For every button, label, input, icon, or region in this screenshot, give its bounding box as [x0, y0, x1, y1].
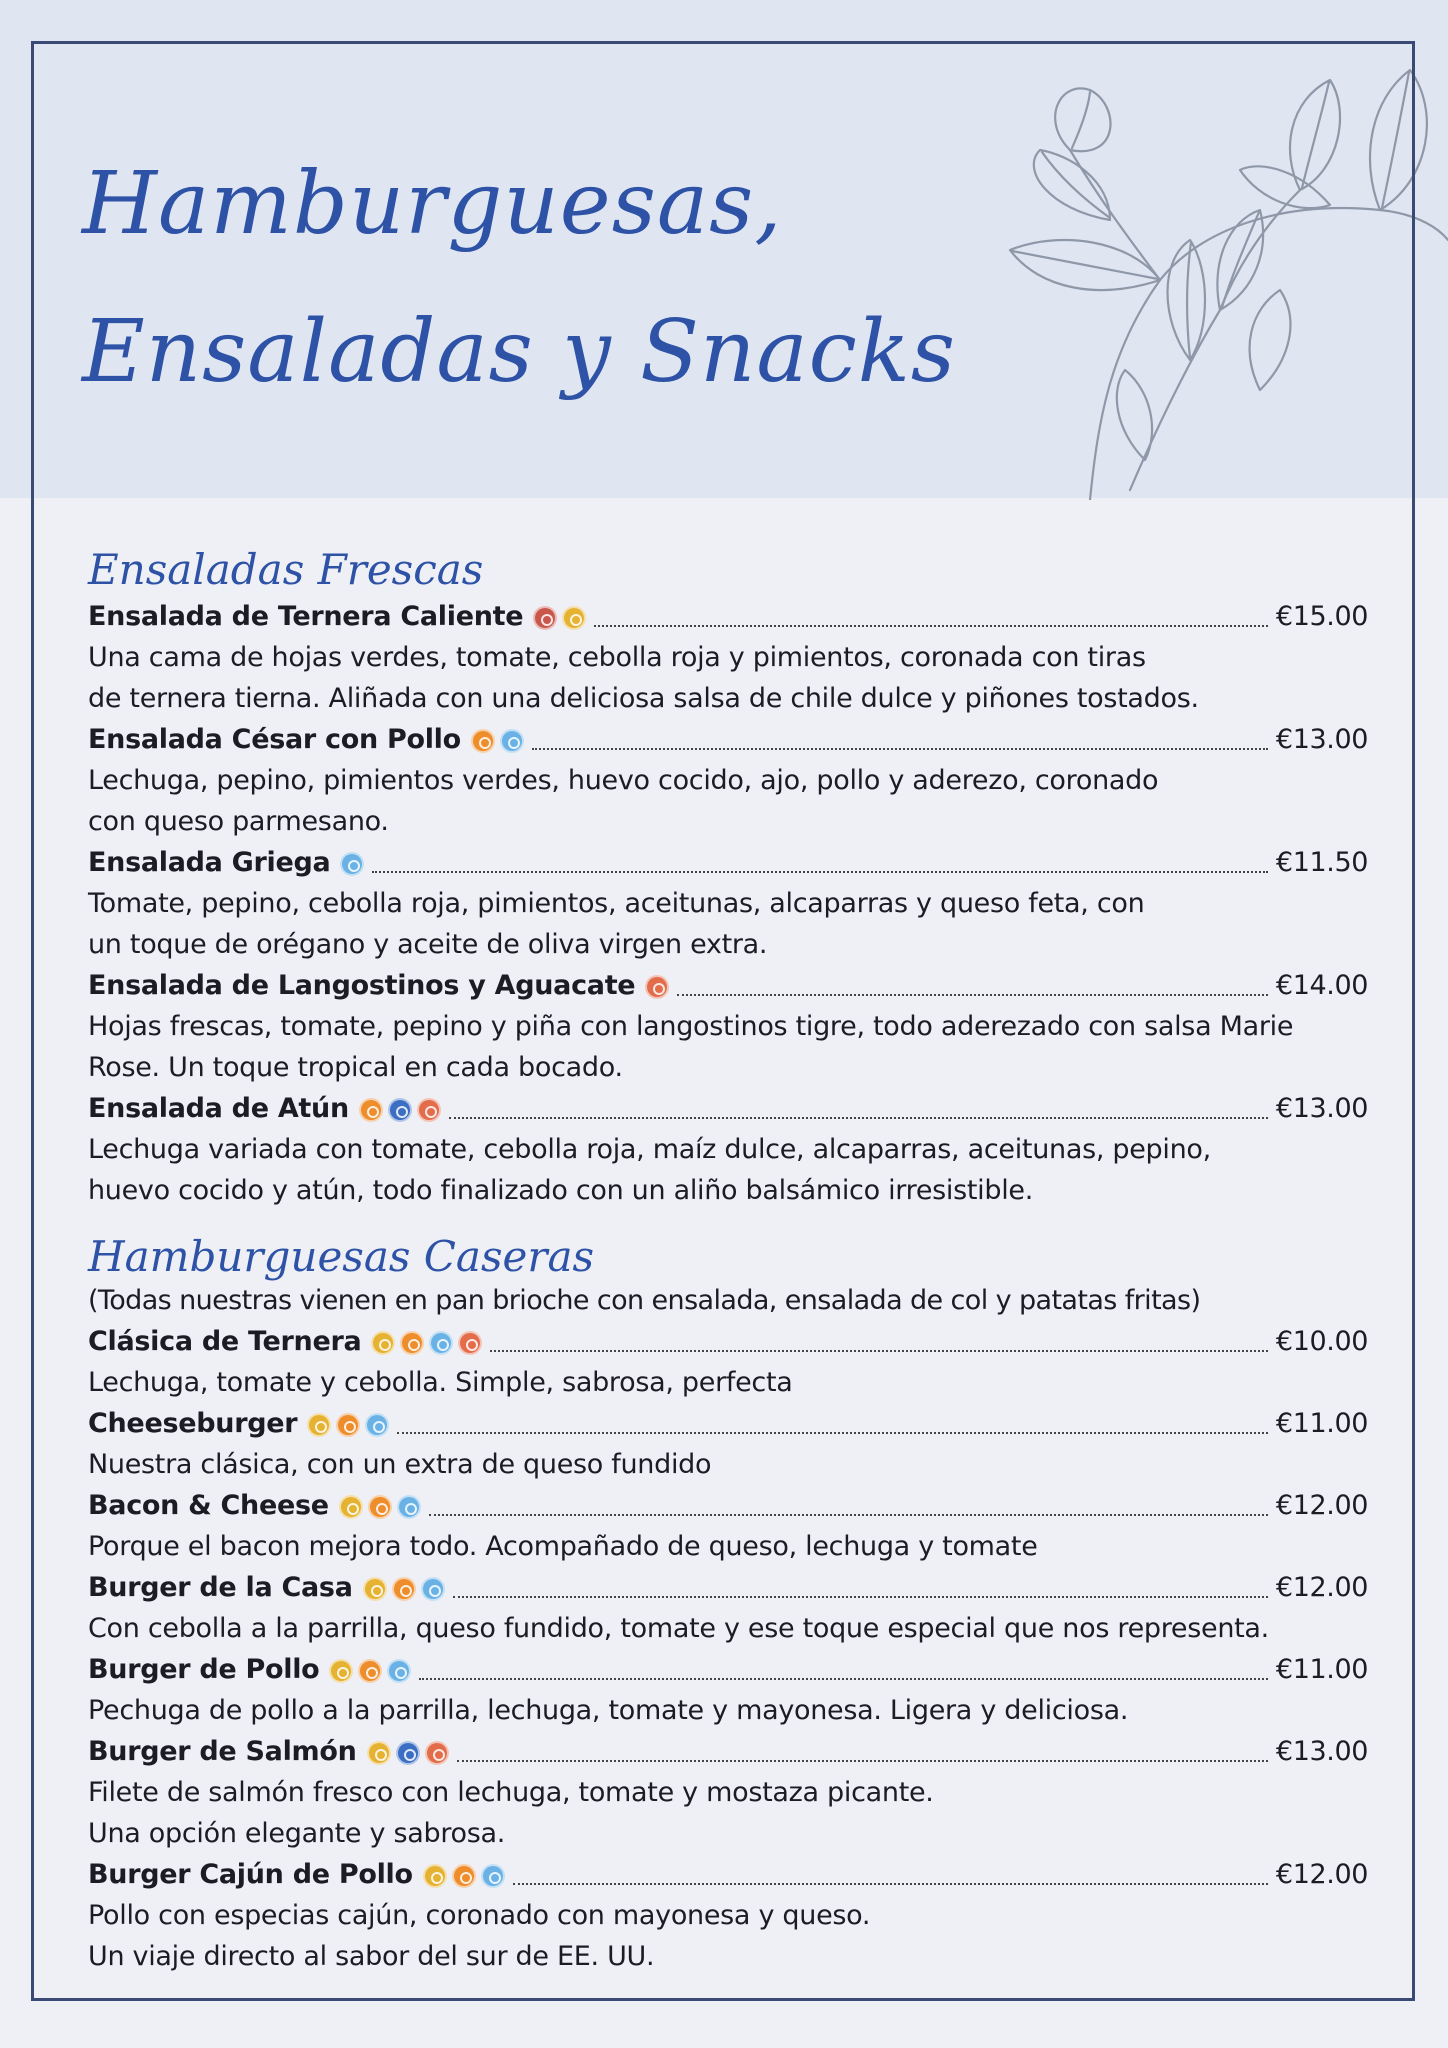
allergen-icon: [368, 1495, 392, 1519]
allergen-icons: [645, 975, 669, 999]
allergen-icons: [363, 1577, 445, 1601]
allergen-icon: [562, 606, 586, 630]
menu-content: [88, 544, 1368, 1977]
allergen-icon: [421, 1577, 445, 1601]
menu-item-row: [88, 965, 1368, 1006]
dot-leader: [490, 1349, 1268, 1352]
menu-item-name: Ensalada de Langostinos y Aguacate: [88, 970, 636, 1001]
page-title: [82, 130, 956, 426]
menu-item-name: Bacon & Cheese: [88, 1490, 329, 1521]
menu-item-price: €11.00: [1275, 1654, 1368, 1685]
menu-item-price: €11.00: [1275, 1408, 1368, 1439]
allergen-icon: [481, 1864, 505, 1888]
menu-item-price: €12.00: [1275, 1572, 1368, 1603]
dot-leader: [513, 1882, 1268, 1885]
menu-item-row: [88, 1854, 1368, 1895]
allergen-icon: [423, 1864, 447, 1888]
allergen-icons: [423, 1864, 505, 1888]
allergen-icon: [358, 1659, 382, 1683]
description-line: Pechuga de pollo a la parrilla, lechuga, tomate y mayonesa. Ligera y deliciosa.: [88, 1695, 1129, 1726]
menu-item-description: [88, 1608, 1368, 1649]
description-line: Filete de salmón fresco con lechuga, tomate y mostaza picante.: [88, 1777, 934, 1808]
menu-item-price: €13.00: [1275, 1093, 1368, 1124]
menu-item-price: €13.00: [1275, 724, 1368, 755]
description-line: Lechuga variada con tomate, cebolla roja, maíz dulce, alcaparras, aceitunas, pepino,: [88, 1134, 1211, 1165]
page-title-line-1: Hamburguesas,: [82, 154, 783, 254]
menu-item-name: Burger de Pollo: [88, 1654, 320, 1685]
description-line: Tomate, pepino, cebolla roja, pimientos, aceitunas, alcaparras y queso feta, con: [88, 888, 1145, 919]
allergen-icon: [329, 1659, 353, 1683]
menu-item-price: €10.00: [1275, 1326, 1368, 1357]
description-line: Una opción elegante y sabrosa.: [88, 1818, 506, 1849]
allergen-icons: [471, 729, 524, 753]
description-line: huevo cocido y atún, todo finalizado con un aliño balsámico irresistible.: [88, 1175, 1033, 1206]
description-line: Hojas frescas, tomate, pepino y piña con langostinos tigre, todo aderezado con salsa Marie: [88, 1011, 1294, 1042]
allergen-icon: [392, 1577, 416, 1601]
dot-leader: [532, 747, 1268, 750]
menu-item-price: €15.00: [1275, 601, 1368, 632]
description-line: Con cebolla a la parrilla, queso fundido, tomate y ese toque especial que nos representa.: [88, 1613, 1269, 1644]
description-line: Una cama de hojas verdes, tomate, cebolla roja y pimientos, coronada con tiras: [88, 642, 1146, 673]
allergen-icon: [425, 1741, 449, 1765]
allergen-icons: [307, 1413, 389, 1437]
allergen-icons: [329, 1659, 411, 1683]
description-line: Pollo con especias cajún, coronado con mayonesa y queso.: [88, 1900, 871, 1931]
allergen-icon: [429, 1331, 453, 1355]
menu-item-price: €14.00: [1275, 970, 1368, 1001]
dot-leader: [594, 624, 1268, 627]
allergen-icon: [336, 1413, 360, 1437]
menu-item-name: Clásica de Ternera: [88, 1326, 362, 1357]
allergen-icon: [645, 975, 669, 999]
menu-item-description: [88, 883, 1368, 965]
menu-item-name: Burger de la Casa: [88, 1572, 353, 1603]
allergen-icon: [533, 606, 557, 630]
description-line: Lechuga, pepino, pimientos verdes, huevo cocido, ajo, pollo y aderezo, coronado: [88, 765, 1159, 796]
allergen-icons: [533, 606, 586, 630]
allergen-icon: [452, 1864, 476, 1888]
menu-item-price: €13.00: [1275, 1736, 1368, 1767]
menu-item-name: Burger de Salmón: [88, 1736, 357, 1767]
description-line: con queso parmesano.: [88, 806, 389, 837]
description-line: un toque de orégano y aceite de oliva virgen extra.: [88, 929, 768, 960]
menu-item-row: [88, 719, 1368, 760]
allergen-icon: [396, 1741, 420, 1765]
menu-item-row: [88, 1088, 1368, 1129]
dot-leader: [429, 1513, 1268, 1516]
dot-leader: [372, 870, 1267, 873]
allergen-icon: [400, 1331, 424, 1355]
menu-item-price: €12.00: [1275, 1490, 1368, 1521]
allergen-icon: [307, 1413, 331, 1437]
allergen-icon: [387, 1659, 411, 1683]
description-line: Un viaje directo al sabor del sur de EE. UU.: [88, 1941, 655, 1972]
section-note: (Todas nuestras vienen en pan brioche con ensalada, ensalada de col y patatas fritas): [88, 1285, 1201, 1316]
description-line: de ternera tierna. Aliñada con una deliciosa salsa de chile dulce y piñones tostados.: [88, 683, 1199, 714]
page-title-line-2: Ensaladas y Snacks: [82, 302, 957, 402]
allergen-icon: [417, 1098, 441, 1122]
allergen-icon: [458, 1331, 482, 1355]
menu-item-description: [88, 637, 1368, 719]
dot-leader: [449, 1116, 1268, 1119]
allergen-icon: [397, 1495, 421, 1519]
allergen-icon: [339, 1495, 363, 1519]
menu-item-description: [88, 1895, 1368, 1977]
description-line: Lechuga, tomate y cebolla. Simple, sabrosa, perfecta: [88, 1367, 793, 1398]
allergen-icons: [340, 852, 364, 876]
menu-item-description: [88, 1444, 1368, 1485]
menu-item-description: [88, 1690, 1368, 1731]
allergen-icon: [359, 1098, 383, 1122]
menu-item-row: [88, 1731, 1368, 1772]
section-title: Ensaladas Frescas: [88, 545, 484, 594]
allergen-icon: [340, 852, 364, 876]
allergen-icon: [365, 1413, 389, 1437]
menu-item-description: [88, 1362, 1368, 1403]
dot-leader: [419, 1677, 1268, 1680]
description-line: Porque el bacon mejora todo. Acompañado de queso, lechuga y tomate: [88, 1531, 1038, 1562]
menu-item-name: Ensalada Griega: [88, 847, 331, 878]
allergen-icon: [471, 729, 495, 753]
description-line: Nuestra clásica, con un extra de queso fundido: [88, 1449, 712, 1480]
menu-item-row: [88, 842, 1368, 883]
menu-item-row: [88, 1403, 1368, 1444]
description-line: Rose. Un toque tropical en cada bocado.: [88, 1052, 623, 1083]
menu-item-row: [88, 1649, 1368, 1690]
allergen-icons: [359, 1098, 441, 1122]
allergen-icons: [339, 1495, 421, 1519]
allergen-icon: [367, 1741, 391, 1765]
menu-item-row: [88, 1485, 1368, 1526]
menu-item-row: [88, 1567, 1368, 1608]
menu-item-description: [88, 1772, 1368, 1854]
section-title: Hamburguesas Caseras: [88, 1232, 595, 1281]
allergen-icons: [371, 1331, 482, 1355]
menu-item-name: Ensalada de Atún: [88, 1093, 349, 1124]
allergen-icon: [500, 729, 524, 753]
allergen-icon: [363, 1577, 387, 1601]
menu-item-price: €12.00: [1275, 1859, 1368, 1890]
menu-item-name: Ensalada de Ternera Caliente: [88, 601, 524, 632]
dot-leader: [677, 993, 1268, 996]
menu-item-name: Burger Cajún de Pollo: [88, 1859, 413, 1890]
dot-leader: [457, 1759, 1268, 1762]
menu-item-description: [88, 760, 1368, 842]
menu-item-price: €11.50: [1275, 847, 1368, 878]
menu-item-description: [88, 1526, 1368, 1567]
allergen-icon: [388, 1098, 412, 1122]
menu-item-description: [88, 1006, 1368, 1088]
menu-item-name: Ensalada César con Pollo: [88, 724, 461, 755]
menu-item-row: [88, 1321, 1368, 1362]
dot-leader: [453, 1595, 1268, 1598]
menu-item-name: Cheeseburger: [88, 1408, 298, 1439]
allergen-icon: [371, 1331, 395, 1355]
menu-item-row: [88, 596, 1368, 637]
menu-item-description: [88, 1129, 1368, 1211]
allergen-icons: [367, 1741, 449, 1765]
dot-leader: [397, 1431, 1268, 1434]
